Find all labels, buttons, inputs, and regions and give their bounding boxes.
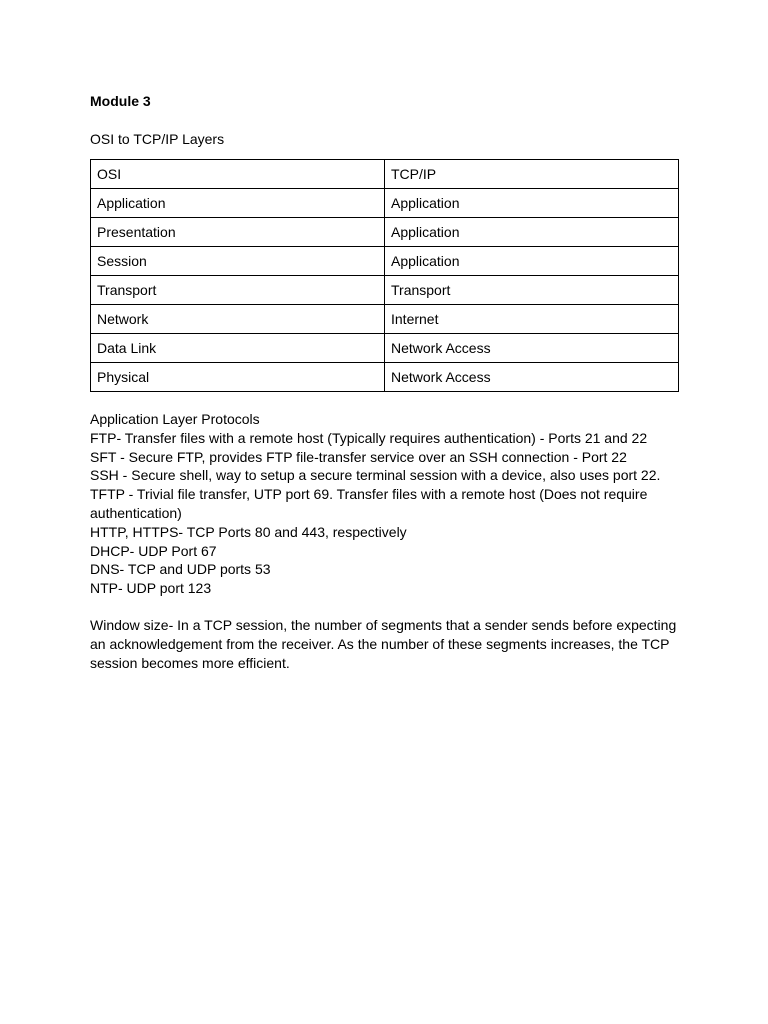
osi-cell: Application xyxy=(91,189,385,218)
table-row xyxy=(91,218,679,247)
protocol-line-ssh: SSH - Secure shell, way to setup a secure terminal session with a device, also uses port 22. xyxy=(90,467,661,484)
osi-cell: Network xyxy=(91,305,385,334)
table-row xyxy=(91,189,679,218)
tcpip-cell: Transport xyxy=(385,276,679,305)
tcpip-cell: Network Access xyxy=(385,334,679,363)
table-row xyxy=(91,334,679,363)
protocols-heading: Application Layer Protocols xyxy=(90,411,260,427)
table-row xyxy=(91,305,679,334)
table-row xyxy=(91,276,679,305)
table-caption: OSI to TCP/IP Layers xyxy=(90,131,225,147)
table-header-row xyxy=(91,160,679,189)
table-row xyxy=(91,247,679,276)
protocol-line-ftp: FTP- Transfer files with a remote host (Typically requires authentication) - Ports 21 and 22 xyxy=(90,429,648,446)
osi-cell: Session xyxy=(91,247,385,276)
protocol-line-ntp: NTP- UDP port 123 xyxy=(90,580,212,597)
osi-cell: Transport xyxy=(91,276,385,305)
osi-cell: Data Link xyxy=(91,334,385,363)
protocol-line-tftp: TFTP - Trivial file transfer, UTP port 69. Transfer files with a remote host (Does not require authentication) xyxy=(90,486,648,521)
protocol-line-sft: SFT - Secure FTP, provides FTP file-transfer service over an SSH connection - Port 22 xyxy=(90,448,627,465)
tcpip-cell: Application xyxy=(385,218,679,247)
osi-cell: Presentation xyxy=(91,218,385,247)
window-size-paragraph: Window size- In a TCP session, the number of segments that a sender sends before expecting an acknowledgement from the receiver. As the number of these segments increases, the TCP session becomes more efficient. xyxy=(90,616,677,671)
osi-tcpip-table xyxy=(90,159,679,392)
protocols-section xyxy=(90,410,680,598)
tcpip-cell: Internet xyxy=(385,305,679,334)
tcpip-cell: Application xyxy=(385,189,679,218)
tcpip-cell: Network Access xyxy=(385,363,679,392)
protocol-line-dns: DNS- TCP and UDP ports 53 xyxy=(90,561,271,578)
protocol-line-dhcp: DHCP- UDP Port 67 xyxy=(90,542,217,559)
osi-cell: Physical xyxy=(91,363,385,392)
protocol-line-http: HTTP, HTTPS- TCP Ports 80 and 443, respectively xyxy=(90,523,407,540)
document-title: Module 3 xyxy=(90,93,151,109)
document-page xyxy=(90,91,680,673)
header-cell-osi: OSI xyxy=(91,160,385,189)
table-row xyxy=(91,363,679,392)
header-cell-tcpip: TCP/IP xyxy=(385,160,679,189)
tcpip-cell: Application xyxy=(385,247,679,276)
